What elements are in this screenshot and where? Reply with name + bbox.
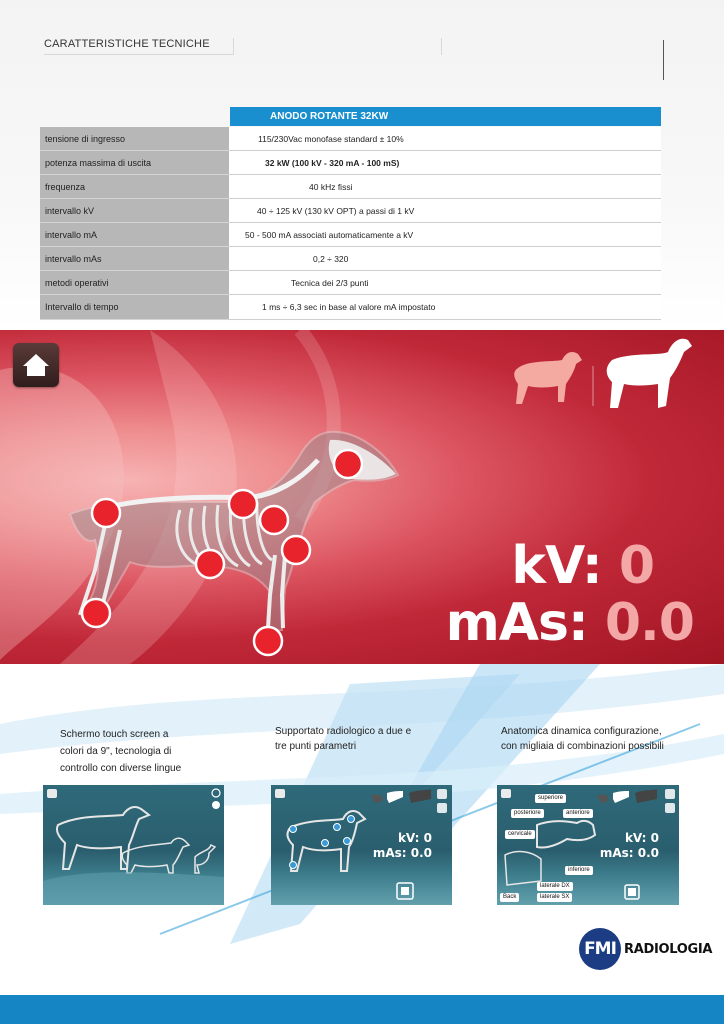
kv-value: 0	[618, 536, 654, 596]
marker-thorax	[260, 506, 288, 534]
marker-front-paw	[254, 627, 282, 655]
spec-value: Tecnica dei 2/3 punti	[229, 271, 661, 295]
large-dog-icon	[635, 789, 657, 803]
marker-abdomen	[196, 550, 224, 578]
divider	[663, 40, 664, 80]
home-icon	[47, 789, 57, 798]
mas-readout: mAs: 0.0	[445, 593, 694, 653]
tag-laterale-sx[interactable]: laterale SX	[537, 893, 572, 902]
page-title: CARATTERISTICHE TECNICHE	[44, 38, 210, 50]
dog-icon	[613, 791, 629, 803]
tag-cervicale[interactable]: cervicale	[505, 830, 535, 839]
tag-inferiore[interactable]: inferiore	[565, 866, 593, 875]
tag-laterale-dx[interactable]: laterale DX	[537, 882, 573, 891]
power-icon	[212, 789, 220, 797]
menu-icon	[665, 803, 675, 813]
marker-shoulder	[229, 490, 257, 518]
divider	[233, 38, 234, 55]
spec-row	[40, 175, 661, 199]
spec-row	[40, 127, 661, 151]
large-dog-icon	[607, 339, 692, 408]
spec-label: intervallo mA	[40, 223, 229, 247]
tag-superiore[interactable]: superiore	[535, 794, 566, 803]
spec-row	[40, 199, 661, 223]
title-underline	[44, 54, 234, 55]
logo-mark: FMI	[579, 928, 621, 970]
spec-label: Intervallo di tempo	[40, 295, 229, 320]
hand-icon	[437, 789, 447, 799]
spec-label: frequenza	[40, 175, 229, 199]
spec-value: 40 kHz fissi	[229, 175, 661, 199]
spec-value: 0,2 ÷ 320	[229, 247, 661, 271]
screen-thumbnail-anatomy	[497, 785, 679, 905]
spec-row	[40, 247, 661, 271]
cat-skeleton	[122, 838, 189, 873]
tag-posteriore[interactable]: posteriore	[511, 809, 544, 818]
hand-icon	[665, 789, 675, 799]
dog-skeleton	[57, 807, 149, 869]
kv-readout: kV: 0	[511, 536, 654, 596]
spec-label: metodi operativi	[40, 271, 229, 295]
menu-icon	[437, 803, 447, 813]
marker-head	[334, 450, 362, 478]
large-dog-icon	[409, 789, 431, 803]
home-icon	[275, 789, 285, 798]
tag-anteriore[interactable]: anteriore	[563, 809, 593, 818]
spec-value: 50 - 500 mA associati automaticamente a kV	[229, 223, 661, 247]
feature-caption: Supportato radiologico a due e tre punti parametri	[275, 726, 412, 752]
marker-chest	[282, 536, 310, 564]
dog-icon	[387, 791, 403, 803]
home-icon	[501, 789, 511, 798]
spec-row	[40, 295, 661, 320]
thumb-art	[43, 785, 224, 905]
bird-icon	[597, 795, 609, 803]
spec-value: 1 ms ÷ 6,3 sec in base al valore mA impostato	[229, 295, 661, 320]
marker-hind-leg	[82, 599, 110, 627]
spec-label: potenza massima di uscita	[40, 151, 229, 175]
back-button[interactable]: Back	[500, 893, 519, 902]
screen-thumbnail-touch	[43, 785, 224, 905]
screen-thumbnail-parameters	[271, 785, 452, 905]
brand-logo	[579, 928, 713, 976]
feature-caption: Anatomica dinamica configurazione, con migliaia di combinazioni possibili	[501, 726, 664, 752]
spec-row	[40, 271, 661, 295]
marker-pelvis	[92, 499, 120, 527]
small-dog-icon	[514, 352, 582, 404]
home-icon	[13, 343, 59, 387]
spec-label: intervallo mAs	[40, 247, 229, 271]
bird-skeleton	[195, 845, 215, 873]
spec-value: 115/230Vac monofase standard ± 10%	[229, 127, 661, 151]
spec-row	[40, 223, 661, 247]
home-button[interactable]	[13, 343, 59, 387]
thumb-readout: kV: 0 mAs: 0.0	[372, 831, 432, 860]
dog-ribcage	[505, 852, 541, 885]
thumb-readout: kV: 0 mAs: 0.0	[599, 831, 659, 860]
footer-bar	[0, 995, 724, 1024]
bird-icon	[371, 795, 383, 803]
spec-label: tensione di ingresso	[40, 127, 229, 151]
spec-row	[40, 151, 661, 175]
spec-value: 40 ÷ 125 kV (130 kV OPT) a passi di 1 kV	[229, 199, 661, 223]
hero-panel	[0, 330, 724, 664]
logo-text: RADIOLOGIA	[624, 942, 713, 957]
mas-value: 0.0	[604, 593, 694, 653]
dog-skull-closeup	[537, 821, 595, 848]
spec-value: 32 kW (100 kV - 320 mA - 100 mS)	[229, 151, 661, 175]
divider	[441, 38, 442, 55]
gear-icon	[212, 801, 220, 809]
feature-caption: Schermo touch screen a colori da 9", tecnologia di controllo con diverse lingue	[60, 729, 182, 774]
spec-label: intervallo kV	[40, 199, 229, 223]
spec-table-header: ANODO ROTANTE 32KW	[230, 107, 661, 126]
